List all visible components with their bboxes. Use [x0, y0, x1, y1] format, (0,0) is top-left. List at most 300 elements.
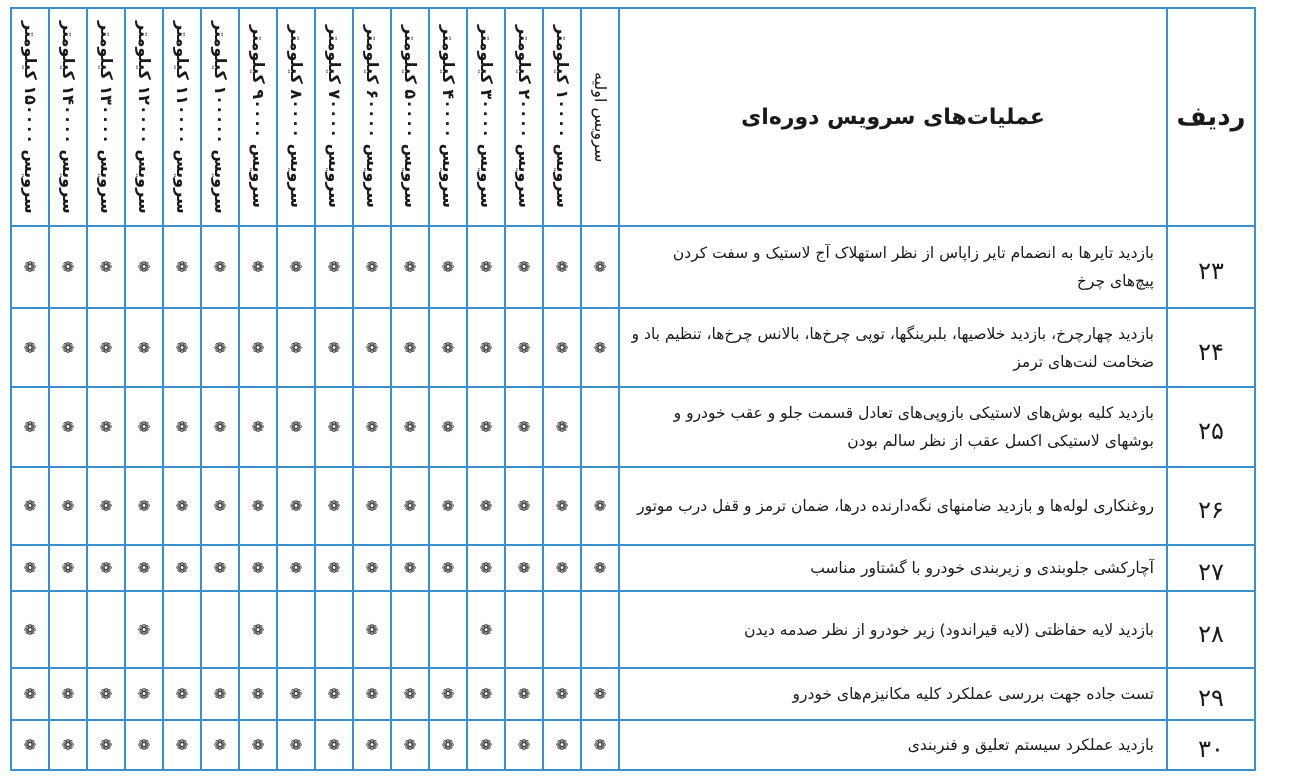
service-cell — [353, 591, 391, 668]
service-cell — [49, 387, 87, 467]
service-cell — [429, 226, 467, 308]
service-required-mark-icon: ❁ — [213, 736, 227, 754]
service-cell — [353, 467, 391, 545]
service-required-mark-icon: ❁ — [61, 258, 75, 276]
service-required-mark-icon: ❁ — [441, 736, 455, 754]
service-cell — [87, 591, 125, 668]
service-cell — [429, 591, 467, 668]
service-cell — [391, 467, 429, 545]
service-required-mark-icon: ❁ — [479, 559, 493, 577]
operation-description: بازدید تایرها به انضمام تایر زاپاس از نظر استهلاک آج لاستیک و سفت کردن پیچ‌های چرخ — [619, 226, 1167, 308]
service-cell — [201, 467, 239, 545]
service-cell — [543, 545, 581, 591]
header-service-1 — [543, 8, 581, 226]
service-required-mark-icon: ❁ — [441, 497, 455, 515]
row-number: ۲۵ — [1167, 387, 1255, 467]
service-cell — [467, 387, 505, 467]
service-required-mark-icon: ❁ — [441, 685, 455, 703]
service-required-mark-icon: ❁ — [137, 418, 151, 436]
service-required-mark-icon: ❁ — [403, 685, 417, 703]
service-column-label: سرویس ۳۰۰۰۰ کیلومتر — [477, 25, 496, 209]
header-operations — [619, 8, 1167, 226]
service-required-mark-icon: ❁ — [365, 685, 379, 703]
row-number: ۳۰ — [1167, 720, 1255, 770]
service-required-mark-icon: ❁ — [593, 258, 607, 276]
service-cell — [581, 591, 619, 668]
service-cell — [11, 545, 49, 591]
service-required-mark-icon: ❁ — [517, 559, 531, 577]
service-required-mark-icon: ❁ — [175, 418, 189, 436]
row-number: ۲۳ — [1167, 226, 1255, 308]
service-cell — [49, 467, 87, 545]
service-column-label: سرویس اولیه — [591, 71, 610, 163]
service-required-mark-icon: ❁ — [61, 685, 75, 703]
service-cell — [353, 668, 391, 720]
header-service-2 — [505, 8, 543, 226]
service-cell — [543, 668, 581, 720]
service-cell — [87, 467, 125, 545]
service-cell — [11, 226, 49, 308]
service-required-mark-icon: ❁ — [479, 338, 493, 357]
service-cell — [277, 545, 315, 591]
service-required-mark-icon: ❁ — [365, 418, 379, 436]
service-cell — [429, 545, 467, 591]
row-number-label: ردیف — [1176, 102, 1246, 132]
service-required-mark-icon: ❁ — [137, 559, 151, 577]
header-row-number — [1167, 8, 1255, 226]
service-required-mark-icon: ❁ — [61, 497, 75, 515]
service-cell — [277, 467, 315, 545]
service-cell — [163, 545, 201, 591]
service-required-mark-icon: ❁ — [137, 497, 151, 515]
service-cell — [49, 591, 87, 668]
service-column-label: سرویس ۵۰۰۰۰ کیلومتر — [401, 25, 420, 209]
service-cell — [87, 226, 125, 308]
service-required-mark-icon: ❁ — [555, 736, 569, 754]
service-required-mark-icon: ❁ — [251, 497, 265, 515]
service-cell — [467, 668, 505, 720]
service-column-label: سرویس ۱۴۰۰۰۰ کیلومتر — [59, 20, 78, 214]
service-cell — [315, 467, 353, 545]
service-required-mark-icon: ❁ — [327, 418, 341, 436]
service-required-mark-icon: ❁ — [23, 497, 37, 515]
header-service-13 — [87, 8, 125, 226]
service-cell — [581, 720, 619, 770]
table-row — [11, 467, 1255, 545]
service-cell — [49, 308, 87, 387]
service-required-mark-icon: ❁ — [251, 620, 265, 639]
service-cell — [201, 308, 239, 387]
service-cell — [505, 226, 543, 308]
service-cell — [505, 668, 543, 720]
service-cell — [125, 591, 163, 668]
table-row — [11, 308, 1255, 387]
service-cell — [581, 467, 619, 545]
service-required-mark-icon: ❁ — [327, 338, 341, 357]
service-cell — [429, 308, 467, 387]
operation-description: تست جاده جهت بررسی عملکرد کلیه مکانیزم‌های خودرو — [619, 668, 1167, 720]
service-cell — [239, 387, 277, 467]
header-service-6 — [353, 8, 391, 226]
service-cell — [49, 668, 87, 720]
service-required-mark-icon: ❁ — [99, 338, 113, 357]
service-cell — [125, 387, 163, 467]
service-cell — [163, 387, 201, 467]
service-cell — [49, 226, 87, 308]
service-cell — [315, 591, 353, 668]
service-required-mark-icon: ❁ — [555, 685, 569, 703]
service-required-mark-icon: ❁ — [61, 736, 75, 754]
service-column-label: سرویس ۶۰۰۰۰ کیلومتر — [363, 25, 382, 209]
service-cell — [581, 545, 619, 591]
service-required-mark-icon: ❁ — [251, 258, 265, 276]
service-cell — [543, 308, 581, 387]
service-cell — [87, 387, 125, 467]
service-cell — [315, 720, 353, 770]
header-service-7 — [315, 8, 353, 226]
service-cell — [201, 720, 239, 770]
service-cell — [201, 545, 239, 591]
service-cell — [239, 668, 277, 720]
service-required-mark-icon: ❁ — [593, 736, 607, 754]
service-required-mark-icon: ❁ — [517, 497, 531, 515]
service-cell — [467, 467, 505, 545]
service-cell — [125, 467, 163, 545]
service-required-mark-icon: ❁ — [327, 497, 341, 515]
service-cell — [467, 308, 505, 387]
service-column-label: سرویس ۲۰۰۰۰ کیلومتر — [515, 25, 534, 209]
service-cell — [201, 668, 239, 720]
service-cell — [49, 545, 87, 591]
service-required-mark-icon: ❁ — [365, 338, 379, 357]
service-cell — [429, 720, 467, 770]
header-service-0 — [581, 8, 619, 226]
service-cell — [239, 591, 277, 668]
operation-description: بازدید کلیه بوش‌های لاستیکی بازوپی‌های تعادل قسمت جلو و عقب خودرو و بوشهای لاستیکی اکسل عقب از نظر سالم بودن — [619, 387, 1167, 467]
service-cell — [543, 387, 581, 467]
service-cell — [239, 226, 277, 308]
service-cell — [353, 720, 391, 770]
service-column-label: سرویس ۹۰۰۰۰ کیلومتر — [249, 25, 268, 209]
service-required-mark-icon: ❁ — [61, 418, 75, 436]
service-required-mark-icon: ❁ — [137, 338, 151, 357]
service-cell — [277, 308, 315, 387]
service-cell — [49, 720, 87, 770]
service-required-mark-icon: ❁ — [365, 620, 379, 639]
service-required-mark-icon: ❁ — [137, 685, 151, 703]
service-required-mark-icon: ❁ — [365, 497, 379, 515]
service-required-mark-icon: ❁ — [213, 338, 227, 357]
header-service-4 — [429, 8, 467, 226]
service-required-mark-icon: ❁ — [289, 258, 303, 276]
service-required-mark-icon: ❁ — [517, 258, 531, 276]
service-required-mark-icon: ❁ — [23, 258, 37, 276]
service-required-mark-icon: ❁ — [213, 258, 227, 276]
header-service-9 — [239, 8, 277, 226]
service-cell — [239, 545, 277, 591]
service-required-mark-icon: ❁ — [137, 736, 151, 754]
service-cell — [163, 591, 201, 668]
service-required-mark-icon: ❁ — [175, 736, 189, 754]
service-required-mark-icon: ❁ — [23, 338, 37, 357]
service-required-mark-icon: ❁ — [365, 559, 379, 577]
service-cell — [391, 591, 429, 668]
service-required-mark-icon: ❁ — [403, 418, 417, 436]
service-required-mark-icon: ❁ — [175, 258, 189, 276]
header-service-12 — [125, 8, 163, 226]
service-cell — [201, 387, 239, 467]
service-cell — [163, 720, 201, 770]
service-cell — [581, 668, 619, 720]
service-required-mark-icon: ❁ — [403, 497, 417, 515]
header-service-11 — [163, 8, 201, 226]
row-number: ۲۶ — [1167, 467, 1255, 545]
service-required-mark-icon: ❁ — [251, 418, 265, 436]
header-service-10 — [201, 8, 239, 226]
table-row — [11, 387, 1255, 467]
service-cell — [11, 308, 49, 387]
service-required-mark-icon: ❁ — [61, 338, 75, 357]
service-cell — [353, 226, 391, 308]
service-cell — [163, 467, 201, 545]
service-required-mark-icon: ❁ — [175, 559, 189, 577]
service-cell — [125, 226, 163, 308]
service-column-label: سرویس ۱۱۰۰۰۰ کیلومتر — [173, 20, 192, 214]
service-required-mark-icon: ❁ — [23, 736, 37, 754]
service-cell — [353, 308, 391, 387]
service-cell — [125, 668, 163, 720]
service-schedule-table — [10, 7, 1256, 771]
service-cell — [391, 545, 429, 591]
service-cell — [201, 226, 239, 308]
table-row — [11, 545, 1255, 591]
service-cell — [315, 387, 353, 467]
service-column-label: سرویس ۸۰۰۰۰ کیلومتر — [287, 25, 306, 209]
service-required-mark-icon: ❁ — [593, 559, 607, 577]
header-service-8 — [277, 8, 315, 226]
service-required-mark-icon: ❁ — [365, 736, 379, 754]
service-required-mark-icon: ❁ — [593, 497, 607, 515]
service-required-mark-icon: ❁ — [23, 559, 37, 577]
service-required-mark-icon: ❁ — [61, 559, 75, 577]
service-cell — [467, 545, 505, 591]
service-cell — [505, 720, 543, 770]
service-required-mark-icon: ❁ — [23, 620, 37, 639]
service-cell — [277, 591, 315, 668]
service-required-mark-icon: ❁ — [99, 736, 113, 754]
service-required-mark-icon: ❁ — [99, 559, 113, 577]
service-required-mark-icon: ❁ — [403, 258, 417, 276]
service-cell — [239, 720, 277, 770]
service-column-label: سرویس ۷۰۰۰۰ کیلومتر — [325, 25, 344, 209]
service-cell — [87, 308, 125, 387]
operation-description: روغنکاری لوله‌ها و بازدید ضامنهای نگه‌دارنده درها، ضمان ترمز و قفل درب موتور — [619, 467, 1167, 545]
service-required-mark-icon: ❁ — [99, 685, 113, 703]
row-number: ۲۴ — [1167, 308, 1255, 387]
service-required-mark-icon: ❁ — [365, 258, 379, 276]
service-required-mark-icon: ❁ — [327, 559, 341, 577]
service-required-mark-icon: ❁ — [23, 418, 37, 436]
service-cell — [391, 226, 429, 308]
service-required-mark-icon: ❁ — [23, 685, 37, 703]
service-cell — [391, 308, 429, 387]
service-required-mark-icon: ❁ — [251, 685, 265, 703]
service-cell — [239, 467, 277, 545]
service-required-mark-icon: ❁ — [441, 418, 455, 436]
service-required-mark-icon: ❁ — [175, 338, 189, 357]
service-required-mark-icon: ❁ — [593, 685, 607, 703]
service-required-mark-icon: ❁ — [251, 338, 265, 357]
service-cell — [543, 720, 581, 770]
service-required-mark-icon: ❁ — [403, 736, 417, 754]
service-cell — [315, 226, 353, 308]
row-number: ۲۹ — [1167, 668, 1255, 720]
service-required-mark-icon: ❁ — [251, 559, 265, 577]
service-required-mark-icon: ❁ — [441, 338, 455, 357]
service-cell — [543, 467, 581, 545]
service-cell — [505, 308, 543, 387]
service-cell — [467, 720, 505, 770]
service-required-mark-icon: ❁ — [213, 418, 227, 436]
header-service-15 — [11, 8, 49, 226]
service-column-label: سرویس ۱۰۰۰۰۰ کیلومتر — [211, 20, 230, 214]
service-required-mark-icon: ❁ — [251, 736, 265, 754]
service-required-mark-icon: ❁ — [555, 258, 569, 276]
row-number: ۲۷ — [1167, 545, 1255, 591]
operation-description: آچارکشی جلوبندی و زیربندی خودرو با گشتاور مناسب — [619, 545, 1167, 591]
service-required-mark-icon: ❁ — [479, 620, 493, 639]
service-cell — [125, 545, 163, 591]
service-cell — [315, 545, 353, 591]
header-service-14 — [49, 8, 87, 226]
service-cell — [125, 308, 163, 387]
operations-title: عملیات‌های سرویس دوره‌ای — [741, 104, 1045, 130]
table-row — [11, 591, 1255, 668]
service-required-mark-icon: ❁ — [479, 497, 493, 515]
service-required-mark-icon: ❁ — [289, 736, 303, 754]
service-cell — [11, 591, 49, 668]
service-cell — [391, 387, 429, 467]
service-cell — [87, 720, 125, 770]
service-required-mark-icon: ❁ — [99, 497, 113, 515]
service-required-mark-icon: ❁ — [213, 559, 227, 577]
row-number: ۲۸ — [1167, 591, 1255, 668]
service-required-mark-icon: ❁ — [289, 418, 303, 436]
service-required-mark-icon: ❁ — [403, 338, 417, 357]
table-row — [11, 226, 1255, 308]
service-cell — [391, 720, 429, 770]
service-required-mark-icon: ❁ — [555, 418, 569, 436]
service-cell — [163, 668, 201, 720]
service-cell — [467, 591, 505, 668]
service-cell — [277, 387, 315, 467]
service-required-mark-icon: ❁ — [555, 559, 569, 577]
service-required-mark-icon: ❁ — [99, 418, 113, 436]
service-required-mark-icon: ❁ — [137, 620, 151, 639]
service-cell — [11, 668, 49, 720]
service-required-mark-icon: ❁ — [327, 258, 341, 276]
operation-description: بازدید عملکرد سیستم تعلیق و فنربندی — [619, 720, 1167, 770]
header-row — [11, 8, 1255, 226]
service-cell — [277, 226, 315, 308]
service-cell — [315, 668, 353, 720]
service-required-mark-icon: ❁ — [137, 258, 151, 276]
service-cell — [429, 467, 467, 545]
service-cell — [11, 387, 49, 467]
service-cell — [239, 308, 277, 387]
operation-description: بازدید چهارچرخ، بازدید خلاصیها، بلبرینگها، توپی چرخ‌ها، بالانس چرخ‌ها، تنظیم باد و ضخامت لنت‌های ترمز — [619, 308, 1167, 387]
service-cell — [505, 387, 543, 467]
service-cell — [505, 545, 543, 591]
service-required-mark-icon: ❁ — [289, 559, 303, 577]
service-cell — [429, 668, 467, 720]
service-cell — [581, 387, 619, 467]
service-cell — [277, 720, 315, 770]
service-cell — [87, 545, 125, 591]
service-cell — [429, 387, 467, 467]
service-required-mark-icon: ❁ — [517, 338, 531, 357]
service-required-mark-icon: ❁ — [327, 685, 341, 703]
service-cell — [353, 545, 391, 591]
service-cell — [543, 226, 581, 308]
service-cell — [277, 668, 315, 720]
service-required-mark-icon: ❁ — [175, 497, 189, 515]
service-required-mark-icon: ❁ — [441, 559, 455, 577]
operation-description: بازدید لایه حفاظتی (لایه قیراندود) زیر خودرو از نظر صدمه دیدن — [619, 591, 1167, 668]
service-required-mark-icon: ❁ — [517, 685, 531, 703]
service-required-mark-icon: ❁ — [99, 258, 113, 276]
service-required-mark-icon: ❁ — [289, 685, 303, 703]
service-required-mark-icon: ❁ — [289, 338, 303, 357]
service-cell — [505, 467, 543, 545]
table-row — [11, 720, 1255, 770]
service-required-mark-icon: ❁ — [289, 497, 303, 515]
service-required-mark-icon: ❁ — [175, 685, 189, 703]
service-cell — [163, 308, 201, 387]
table-row — [11, 668, 1255, 720]
service-cell — [163, 226, 201, 308]
service-cell — [505, 591, 543, 668]
service-column-label: سرویس ۴۰۰۰۰ کیلومتر — [439, 25, 458, 209]
service-required-mark-icon: ❁ — [213, 497, 227, 515]
service-cell — [125, 720, 163, 770]
service-cell — [391, 668, 429, 720]
service-column-label: سرویس ۱۳۰۰۰۰ کیلومتر — [97, 20, 116, 214]
service-required-mark-icon: ❁ — [479, 685, 493, 703]
service-required-mark-icon: ❁ — [555, 497, 569, 515]
service-column-label: سرویس ۱۲۰۰۰۰ کیلومتر — [135, 20, 154, 214]
service-required-mark-icon: ❁ — [327, 736, 341, 754]
service-required-mark-icon: ❁ — [441, 258, 455, 276]
service-cell — [467, 226, 505, 308]
service-required-mark-icon: ❁ — [479, 258, 493, 276]
header-service-5 — [391, 8, 429, 226]
service-required-mark-icon: ❁ — [517, 736, 531, 754]
service-cell — [11, 467, 49, 545]
service-required-mark-icon: ❁ — [517, 418, 531, 436]
service-cell — [87, 668, 125, 720]
service-required-mark-icon: ❁ — [403, 559, 417, 577]
service-cell — [543, 591, 581, 668]
service-required-mark-icon: ❁ — [593, 338, 607, 357]
service-required-mark-icon: ❁ — [213, 685, 227, 703]
service-cell — [581, 308, 619, 387]
service-cell — [315, 308, 353, 387]
service-column-label: سرویس ۱۵۰۰۰۰ کیلومتر — [21, 20, 40, 214]
service-cell — [581, 226, 619, 308]
service-required-mark-icon: ❁ — [479, 418, 493, 436]
service-column-label: سرویس ۱۰۰۰۰ کیلومتر — [553, 25, 572, 209]
